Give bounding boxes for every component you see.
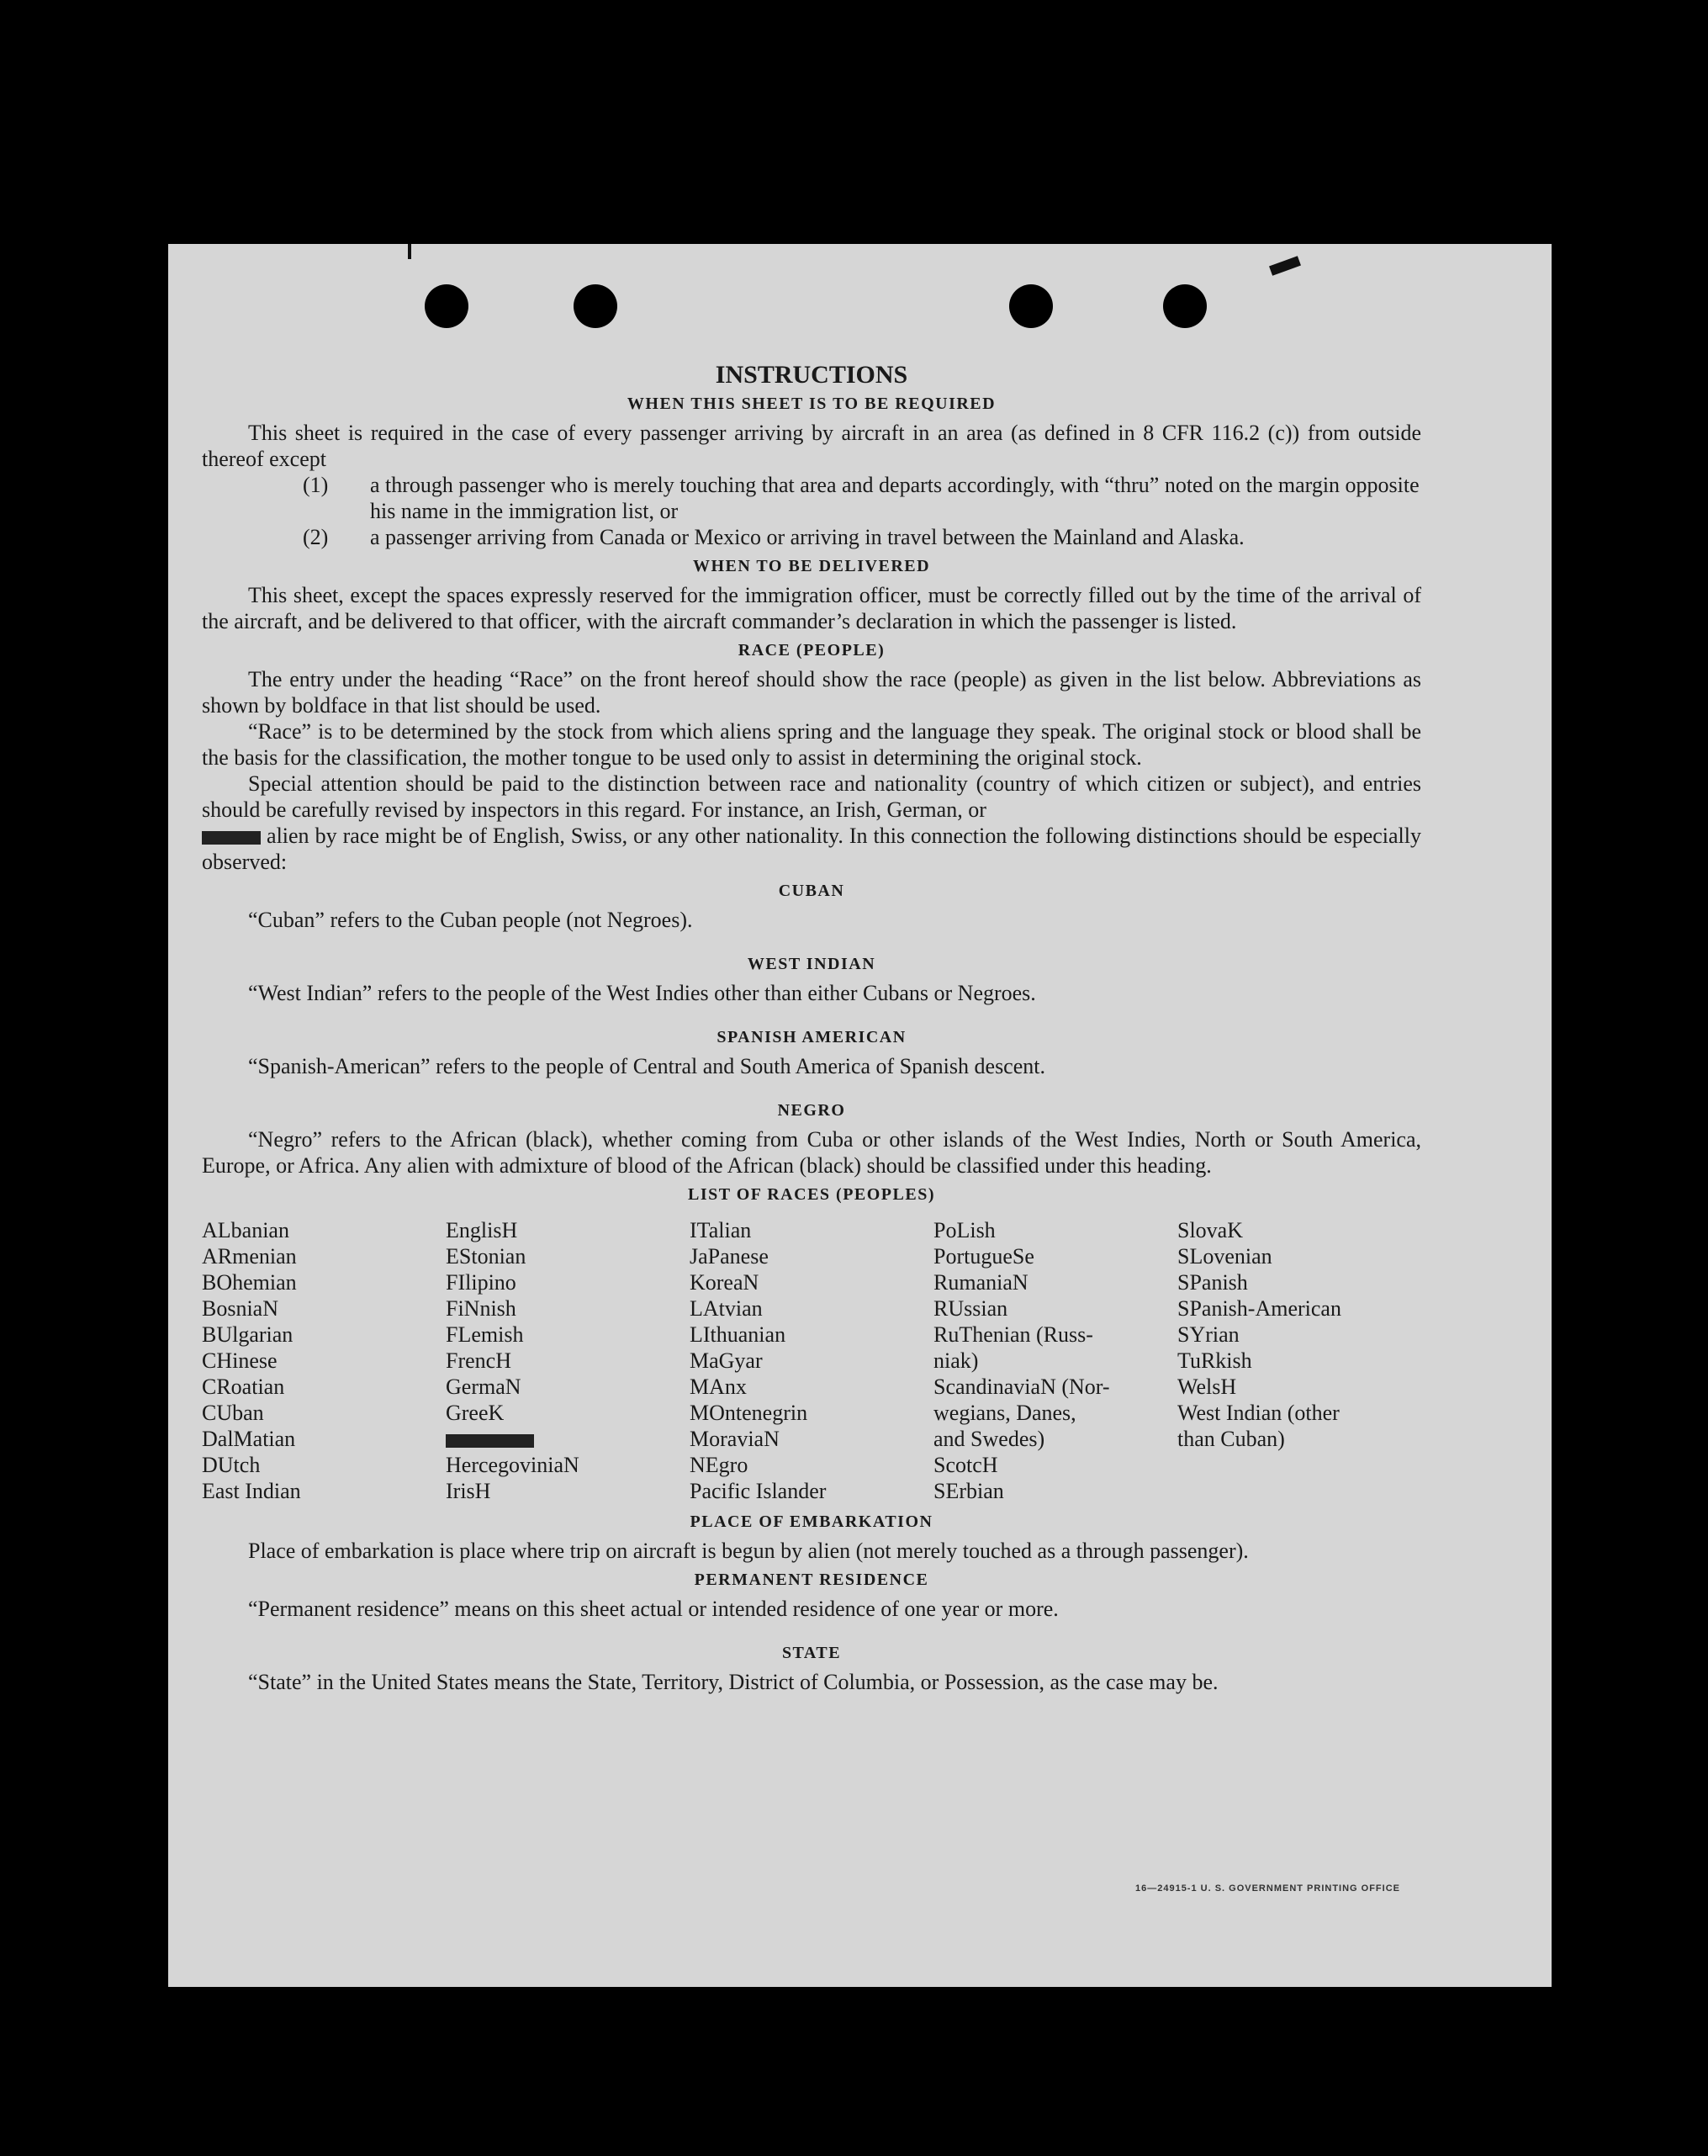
page-title: INSTRUCTIONS — [715, 361, 908, 389]
paragraph-text: alien by race might be of English, Swiss, or any other nationality. In this connection the following distinctions should be especially observed: — [202, 824, 1421, 874]
race-entry: JaPanese — [690, 1244, 769, 1269]
section-heading: WEST INDIAN — [747, 955, 876, 973]
item-text: a through passenger who is merely touching that area and departs accordingly, with “thru” noted on the margin opposite his name in the immigration list, or — [370, 473, 1420, 523]
race-entry: MoraviaN — [690, 1427, 780, 1451]
section-heading: WHEN THIS SHEET IS TO BE REQUIRED — [627, 395, 997, 413]
section-heading: SPANISH AMERICAN — [717, 1028, 907, 1046]
race-entry: SErbian — [933, 1479, 1004, 1503]
race-entry: SYrian — [1177, 1322, 1240, 1347]
race-entry: RuThenian (Russ- niak) — [933, 1322, 1093, 1373]
race-entry: DUtch — [202, 1453, 261, 1477]
race-column — [202, 1217, 446, 1504]
section-heading: STATE — [781, 1644, 842, 1662]
race-entry: LIthuanian — [690, 1322, 786, 1347]
race-entry: MOntenegrin — [690, 1401, 808, 1425]
race-list — [202, 1217, 1421, 1504]
race-entry: BOhemian — [202, 1270, 297, 1295]
item-text: a passenger arriving from Canada or Mexico or arriving in travel between the Mainland and Alaska. — [370, 525, 1245, 549]
section-heading: PLACE OF EMBARKATION — [690, 1512, 933, 1531]
race-entry: NEgro — [690, 1453, 748, 1477]
paragraph: The entry under the heading “Race” on the front hereof should show the race (people) as given in the list below. Abbreviations as shown by boldface in that list should be used. — [202, 667, 1421, 718]
race-entry: ARmenian — [202, 1244, 297, 1269]
race-entry: SPanish — [1177, 1270, 1248, 1295]
race-entry: IrisH — [446, 1479, 491, 1503]
instructions-content — [202, 362, 1421, 1695]
punch-hole — [1163, 284, 1207, 328]
race-entry: SlovaK — [1177, 1218, 1243, 1242]
list-item — [202, 472, 1421, 524]
ink-mark — [1269, 256, 1301, 276]
race-entry: HercegoviniaN — [446, 1453, 579, 1477]
race-entry: ScandinaviaN (Nor- wegians, Danes, and Swedes) — [933, 1375, 1110, 1451]
section-heading: LIST OF RACES (PEOPLES) — [687, 1185, 935, 1204]
race-entry: RUssian — [933, 1296, 1008, 1321]
redaction-mark — [446, 1434, 534, 1448]
paragraph: Place of embarkation is place where trip on aircraft is begun by alien (not merely touched as a through passenger). — [248, 1539, 1249, 1563]
section-heading: NEGRO — [777, 1101, 846, 1120]
race-entry: CUban — [202, 1401, 264, 1425]
punch-hole — [574, 284, 617, 328]
race-column — [1177, 1217, 1421, 1504]
race-entry: ALbanian — [202, 1218, 289, 1242]
paragraph: “Spanish-American” refers to the people of Central and South America of Spanish descent. — [248, 1054, 1045, 1078]
paragraph: “West Indian” refers to the people of the West Indies other than either Cubans or Negroes. — [248, 981, 1036, 1005]
race-entry: FiNnish — [446, 1296, 516, 1321]
redaction-mark — [202, 831, 261, 845]
paragraph — [202, 823, 1421, 875]
paragraph: “Negro” refers to the African (black), whether coming from Cuba or other islands of the West Indies, North or South America, Europe, or Africa. Any alien with admixture of blood of the African (black) should be classified under this heading. — [202, 1127, 1421, 1178]
race-entry-redacted — [446, 1426, 690, 1452]
paragraph: Special attention should be paid to the distinction between race and nationality (country of which citizen or subject), and entries should be carefully revised by inspectors in this regard. For instance, an Irish, German, or — [202, 771, 1421, 822]
race-entry: KoreaN — [690, 1270, 759, 1295]
race-column — [933, 1217, 1177, 1504]
race-entry: TuRkish — [1177, 1348, 1252, 1373]
section-heading: PERMANENT RESIDENCE — [694, 1571, 929, 1589]
race-entry: GreeK — [446, 1401, 505, 1425]
paragraph: This sheet is required in the case of every passenger arriving by aircraft in an area (as defined in 8 CFR 116.2 (c)) from outside thereof except — [202, 421, 1421, 471]
item-number: (1) — [303, 473, 329, 497]
print-code: 16—24915-1 U. S. GOVERNMENT PRINTING OFFICE — [1134, 1883, 1400, 1894]
paragraph: “Cuban” refers to the Cuban people (not Negroes). — [248, 908, 693, 932]
race-entry: DalMatian — [202, 1427, 296, 1451]
race-entry: SLovenian — [1177, 1244, 1272, 1269]
section-heading: CUBAN — [778, 882, 845, 900]
race-entry: ITalian — [690, 1218, 752, 1242]
race-entry: FLemish — [446, 1322, 524, 1347]
race-entry: East Indian — [202, 1479, 301, 1503]
race-entry: Pacific Islander — [690, 1479, 827, 1503]
section-heading: RACE (PEOPLE) — [738, 641, 886, 660]
paragraph: This sheet, except the spaces expressly reserved for the immigration officer, must be correctly filled out by the time of the arrival of the aircraft, and be delivered to that officer, with the aircraft commander’s declaration in which the passenger is listed. — [202, 583, 1421, 633]
race-entry: EnglisH — [446, 1218, 518, 1242]
race-entry: CRoatian — [202, 1375, 285, 1399]
race-entry: PortugueSe — [933, 1244, 1034, 1269]
race-entry: FrencH — [446, 1348, 511, 1373]
race-entry: BosniaN — [202, 1296, 278, 1321]
punch-hole — [1009, 284, 1053, 328]
list-item — [202, 524, 1421, 550]
race-entry: West Indian (other than Cuban) — [1177, 1401, 1340, 1451]
punch-hole — [425, 284, 468, 328]
race-entry: ScotcH — [933, 1453, 998, 1477]
race-entry: PoLish — [933, 1218, 996, 1242]
paragraph: “State” in the United States means the State, Territory, District of Columbia, or Possession, as the case may be. — [248, 1670, 1219, 1694]
ink-mark — [408, 244, 411, 259]
race-entry: LAtvian — [690, 1296, 763, 1321]
item-number: (2) — [303, 525, 329, 549]
document-sheet — [168, 244, 1552, 1987]
race-entry: CHinese — [202, 1348, 278, 1373]
race-entry: EStonian — [446, 1244, 526, 1269]
paragraph: “Permanent residence” means on this sheet actual or intended residence of one year or more. — [248, 1597, 1059, 1621]
race-entry: BUlgarian — [202, 1322, 293, 1347]
section-heading: WHEN TO BE DELIVERED — [692, 557, 931, 575]
race-entry: SPanish-American — [1177, 1296, 1341, 1321]
race-entry: WelsH — [1177, 1375, 1237, 1399]
paragraph: “Race” is to be determined by the stock from which aliens spring and the language they speak. The original stock or blood shall be the basis for the classification, the mother tongue to be used only to assist in determining the original stock. — [202, 719, 1421, 770]
race-column — [446, 1217, 690, 1504]
race-entry: RumaniaN — [933, 1270, 1029, 1295]
race-entry: MAnx — [690, 1375, 747, 1399]
race-entry: GermaN — [446, 1375, 521, 1399]
race-entry: MaGyar — [690, 1348, 763, 1373]
race-entry: FIlipino — [446, 1270, 516, 1295]
race-column — [690, 1217, 933, 1504]
